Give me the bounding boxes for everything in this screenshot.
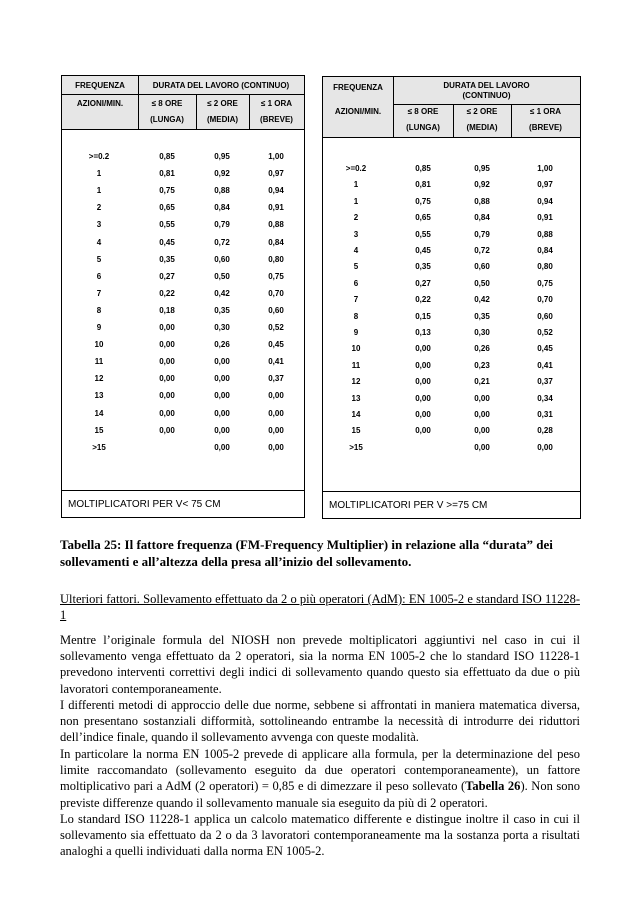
right-cell-r7-c1: 0,27 [415, 278, 431, 288]
right-cell-r11-c0: 10 [351, 344, 361, 354]
left-freq-label: FREQUENZA [75, 81, 125, 90]
right-cell-r0-c0: >=0.2 [345, 164, 367, 173]
right-cell-r5-c3: 0,84 [537, 246, 553, 255]
right-cell-r15-c3: 0,31 [537, 410, 553, 419]
left-cell-r14-c2: 0,00 [214, 391, 230, 401]
right-cell-r9-c0: 8 [353, 311, 359, 321]
right-cell-r16-c1: 0,00 [415, 426, 431, 436]
right-cell-r16-c2: 0,00 [474, 426, 490, 436]
right-duration-label: DURATA DEL LAVORO [443, 81, 530, 90]
left-cell-r6-c3: 0,80 [268, 254, 284, 264]
right-cell-r2-c3: 0,94 [537, 196, 553, 206]
left-cell-r4-c1: 0,55 [159, 220, 175, 230]
left-cell-r1-c3: 0,97 [268, 169, 284, 179]
left-col-1h-sub: (BREVE) [260, 115, 293, 124]
table-26-reference: Tabella 26 [465, 779, 521, 794]
left-cell-r2-c0: 1 [96, 186, 102, 196]
paragraph-3-b: ). Non sono previste differenze quando il sollevamento manuale sia eseguito da più di 2 operatori. [60, 779, 581, 810]
right-cell-r6-c3: 0,80 [537, 262, 553, 272]
left-cell-r14-c0: 13 [94, 391, 104, 401]
left-cell-r17-c0: >15 [92, 442, 106, 452]
left-cell-r12-c3: 0,41 [268, 357, 284, 367]
right-cell-r1-c1: 0,81 [415, 180, 431, 190]
right-cell-r3-c3: 0,91 [537, 213, 553, 223]
paragraph-4: Lo standard ISO 11228-1 applica un calcolo matematico differente e distingue inoltre il caso in cui il sollevamento sia effettuato da 2 o da 3 lavoratori contemporaneamente ma la sostanza porta a risultati analoghi a quelli individuati dalla norma EN 1005-2. [60, 812, 580, 859]
left-cell-r1-c1: 0,81 [159, 169, 175, 179]
paragraph-3 [60, 746, 580, 811]
left-cell-r15-c2: 0,00 [214, 408, 230, 418]
left-cell-r3-c1: 0,65 [159, 203, 175, 213]
right-cell-r14-c3: 0,34 [537, 393, 553, 403]
right-cell-r12-c3: 0,41 [537, 360, 553, 370]
right-cell-r14-c1: 0,00 [415, 393, 431, 403]
left-frequency-table [61, 75, 305, 518]
right-col-2h-sub: (MEDIA) [466, 123, 498, 132]
left-cell-r10-c2: 0,30 [214, 323, 230, 332]
left-cell-r15-c0: 14 [94, 408, 104, 418]
left-table-footer [62, 490, 304, 517]
left-col-2h-sub: (MEDIA) [206, 115, 239, 124]
right-cell-r2-c0: 1 [353, 196, 359, 206]
left-cell-r15-c1: 0,00 [159, 408, 175, 418]
right-cell-r4-c3: 0,88 [537, 229, 553, 239]
right-actions-label: AZIONI/MIN. [334, 107, 382, 116]
left-cell-r8-c3: 0,70 [268, 288, 284, 298]
paragraph-1: Mentre l’originale formula del NIOSH non prevede moltiplicatori aggiuntivi nel caso in cui il sollevamento venga effettuato da 2 operatori, sia la norma EN 1005-2 che lo standard ISO 11228-1 prevedono interventi correttivi degli indici di sollevamento quando questo sia effettuato da due o più lavoratori contemporaneamente. [60, 633, 580, 696]
right-cell-r6-c0: 5 [353, 262, 359, 272]
left-col-2h: ≤ 2 ORE [207, 99, 238, 108]
left-cell-r12-c1: 0,00 [159, 357, 175, 367]
right-col-1h: ≤ 1 ORA [529, 107, 562, 116]
left-duration-label: DURATA DEL LAVORO (CONTINUO) [152, 81, 290, 90]
right-cell-r0-c3: 1,00 [537, 164, 553, 173]
left-cell-r4-c0: 3 [96, 220, 102, 230]
left-cell-r5-c2: 0,72 [214, 237, 230, 247]
right-cell-r6-c2: 0,60 [474, 262, 490, 272]
left-cell-r8-c1: 0,22 [159, 288, 175, 298]
right-cell-r8-c1: 0,22 [415, 295, 431, 305]
left-cell-r6-c1: 0,35 [159, 254, 175, 264]
right-col-2h: ≤ 2 ORE [466, 107, 498, 116]
left-cell-r0-c3: 1,00 [268, 152, 284, 161]
left-cell-r15-c3: 0,00 [268, 408, 284, 418]
right-cell-r13-c3: 0,37 [537, 377, 553, 387]
left-cell-r3-c3: 0,91 [268, 203, 284, 213]
right-cell-r16-c3: 0,28 [537, 426, 553, 436]
left-cell-r11-c1: 0,00 [159, 340, 175, 350]
left-cell-r14-c3: 0,00 [268, 391, 284, 401]
right-cell-r9-c2: 0,35 [474, 311, 490, 321]
right-cell-r13-c1: 0,00 [415, 377, 431, 387]
right-cell-r17-c0: >15 [349, 442, 363, 452]
right-cell-r3-c2: 0,84 [474, 213, 490, 223]
right-cell-r15-c0: 14 [351, 410, 361, 419]
right-col-8h-sub: (LUNGA) [406, 123, 440, 132]
left-cell-r4-c2: 0,79 [214, 220, 230, 230]
left-col-1h: ≤ 1 ORA [260, 99, 293, 108]
right-cell-r5-c2: 0,72 [474, 246, 490, 255]
left-cell-r3-c0: 2 [96, 203, 102, 213]
right-cell-r7-c2: 0,50 [474, 278, 490, 288]
left-cell-r13-c3: 0,37 [268, 374, 284, 384]
right-cell-r9-c1: 0,15 [415, 311, 431, 321]
left-col-8h: ≤ 8 ORE [151, 99, 183, 108]
left-cell-r11-c3: 0,45 [268, 340, 284, 350]
left-cell-r9-c1: 0,18 [159, 305, 175, 315]
left-cell-r2-c1: 0,75 [159, 186, 175, 196]
left-cell-r0-c2: 0,95 [214, 152, 230, 161]
right-cell-r0-c2: 0,95 [474, 164, 490, 173]
left-cell-r10-c0: 9 [96, 323, 102, 332]
left-cell-r13-c2: 0,00 [214, 374, 230, 384]
left-cell-r0-c1: 0,85 [159, 152, 175, 161]
right-cell-r11-c1: 0,00 [415, 344, 431, 354]
right-col-8h: ≤ 8 ORE [407, 107, 439, 116]
right-table-footer [323, 491, 580, 518]
left-cell-r7-c0: 6 [96, 271, 102, 281]
left-cell-r13-c0: 12 [94, 374, 104, 384]
left-cell-r16-c3: 0,00 [268, 425, 284, 435]
left-cell-r9-c0: 8 [96, 305, 102, 315]
right-cell-r10-c2: 0,30 [474, 328, 490, 337]
right-cell-r13-c0: 12 [351, 377, 361, 387]
left-cell-r5-c0: 4 [96, 237, 102, 247]
right-cell-r9-c3: 0,60 [537, 311, 553, 321]
right-col-1h-sub: (BREVE) [529, 123, 562, 132]
left-cell-r8-c0: 7 [96, 288, 102, 298]
left-cell-r8-c2: 0,42 [214, 288, 230, 298]
left-cell-r17-c3: 0,00 [268, 442, 284, 452]
left-cell-r14-c1: 0,00 [159, 391, 175, 401]
left-cell-r10-c3: 0,52 [268, 323, 284, 332]
left-cell-r9-c3: 0,60 [268, 305, 284, 315]
right-cell-r14-c0: 13 [351, 393, 361, 403]
left-cell-r2-c3: 0,94 [268, 186, 284, 196]
right-cell-r8-c2: 0,42 [474, 295, 490, 305]
left-cell-r16-c2: 0,00 [214, 425, 230, 435]
left-cell-r6-c0: 5 [96, 254, 102, 264]
left-cell-r7-c3: 0,75 [268, 271, 284, 281]
left-cell-r7-c2: 0,50 [214, 271, 230, 281]
left-cell-r5-c3: 0,84 [268, 237, 284, 247]
right-cell-r10-c1: 0,13 [415, 328, 431, 337]
left-cell-r1-c2: 0,92 [214, 169, 230, 179]
left-cell-r7-c1: 0,27 [159, 271, 175, 281]
left-cell-r5-c1: 0,45 [159, 237, 175, 247]
right-cell-r3-c0: 2 [353, 213, 359, 223]
right-cell-r0-c1: 0,85 [415, 164, 431, 173]
right-cell-r5-c1: 0,45 [415, 246, 431, 255]
right-cell-r7-c0: 6 [353, 278, 359, 288]
left-cell-r12-c0: 11 [94, 357, 104, 367]
right-cell-r10-c0: 9 [353, 328, 359, 337]
right-cell-r11-c3: 0,45 [537, 344, 553, 354]
right-cell-r4-c1: 0,55 [415, 229, 431, 239]
left-cell-r13-c1: 0,00 [159, 374, 175, 384]
right-cell-r16-c0: 15 [351, 426, 361, 436]
right-cell-r2-c2: 0,88 [474, 196, 490, 206]
right-cell-r15-c1: 0,00 [415, 410, 431, 419]
left-cell-r0-c0: >=0.2 [88, 152, 110, 161]
left-cell-r9-c2: 0,35 [214, 305, 230, 315]
paragraph-3-a: In particolare la norma EN 1005-2 prevede di applicare alla formula, per la determinazione del peso limite raccomandato (sollevamento eseguito da due operatori contemporaneamente), un fattore moltiplicativo pari a AdM (2 operatori) = 0,85 e di dimezzare il peso sollevato ( [60, 747, 580, 794]
paragraph-2: I differenti metodi di approccio delle due norme, sebbene si affrontati in maniera matematica diversa, non presentano sostanziali difformità, sottolineando entrambe la necessità di introdurre dei riduttori dell’indice finale, quando il sollevamento avvenga con queste modalità. [60, 698, 580, 745]
right-cell-r12-c1: 0,00 [415, 360, 431, 370]
right-frequency-table [322, 76, 581, 519]
right-cell-r5-c0: 4 [353, 246, 359, 255]
left-cell-r12-c2: 0,00 [214, 357, 230, 367]
right-cell-r2-c1: 0,75 [415, 196, 431, 206]
right-cell-r4-c2: 0,79 [474, 229, 490, 239]
right-cell-r1-c0: 1 [353, 180, 359, 190]
left-cell-r10-c1: 0,00 [159, 323, 175, 332]
left-cell-r17-c2: 0,00 [214, 442, 230, 452]
left-cell-r3-c2: 0,84 [214, 203, 230, 213]
right-cell-r4-c0: 3 [353, 229, 359, 239]
right-cell-r8-c0: 7 [353, 295, 359, 305]
right-cell-r1-c2: 0,92 [474, 180, 490, 190]
left-cell-r6-c2: 0,60 [214, 254, 230, 264]
right-cell-r12-c0: 11 [351, 360, 361, 370]
right-cell-r6-c1: 0,35 [415, 262, 431, 272]
left-actions-label: AZIONI/MIN. [76, 99, 124, 108]
right-cell-r1-c3: 0,97 [537, 180, 553, 190]
table-caption: Tabella 25: Il fattore frequenza (FM-Frequency Multiplier) in relazione alla “durata” dei sollevamenti e all’altezza della presa all’inizio del sollevamento. [60, 537, 553, 569]
left-cell-r2-c2: 0,88 [214, 186, 230, 196]
right-cell-r11-c2: 0,26 [474, 344, 490, 354]
section-heading: Ulteriori fattori. Sollevamento effettuato da 2 o più operatori (AdM): EN 1005-2 e standard ISO 11228-1 [60, 592, 580, 623]
right-duration-sub: (CONTINUO) [462, 91, 511, 100]
right-freq-label: FREQUENZA [333, 83, 383, 92]
left-cell-r16-c0: 15 [94, 425, 104, 435]
left-cell-r4-c3: 0,88 [268, 220, 284, 230]
right-cell-r14-c2: 0,00 [474, 393, 490, 403]
right-cell-r13-c2: 0,21 [474, 377, 490, 387]
left-footer-label: MOLTIPLICATORI PER V< 75 CM [68, 499, 221, 510]
left-cell-r11-c2: 0,26 [214, 340, 230, 350]
right-cell-r12-c2: 0,23 [474, 360, 490, 370]
right-cell-r7-c3: 0,75 [537, 278, 553, 288]
right-cell-r17-c2: 0,00 [474, 442, 490, 452]
left-cell-r1-c0: 1 [96, 169, 102, 179]
right-footer-label: MOLTIPLICATORI PER V >=75 CM [329, 500, 488, 511]
right-cell-r3-c1: 0,65 [415, 213, 431, 223]
right-cell-r15-c2: 0,00 [474, 410, 490, 419]
left-cell-r11-c0: 10 [94, 340, 104, 350]
right-cell-r17-c3: 0,00 [537, 442, 553, 452]
left-cell-r16-c1: 0,00 [159, 425, 175, 435]
right-cell-r8-c3: 0,70 [537, 295, 553, 305]
right-cell-r10-c3: 0,52 [537, 328, 553, 337]
left-col-8h-sub: (LUNGA) [150, 115, 184, 124]
